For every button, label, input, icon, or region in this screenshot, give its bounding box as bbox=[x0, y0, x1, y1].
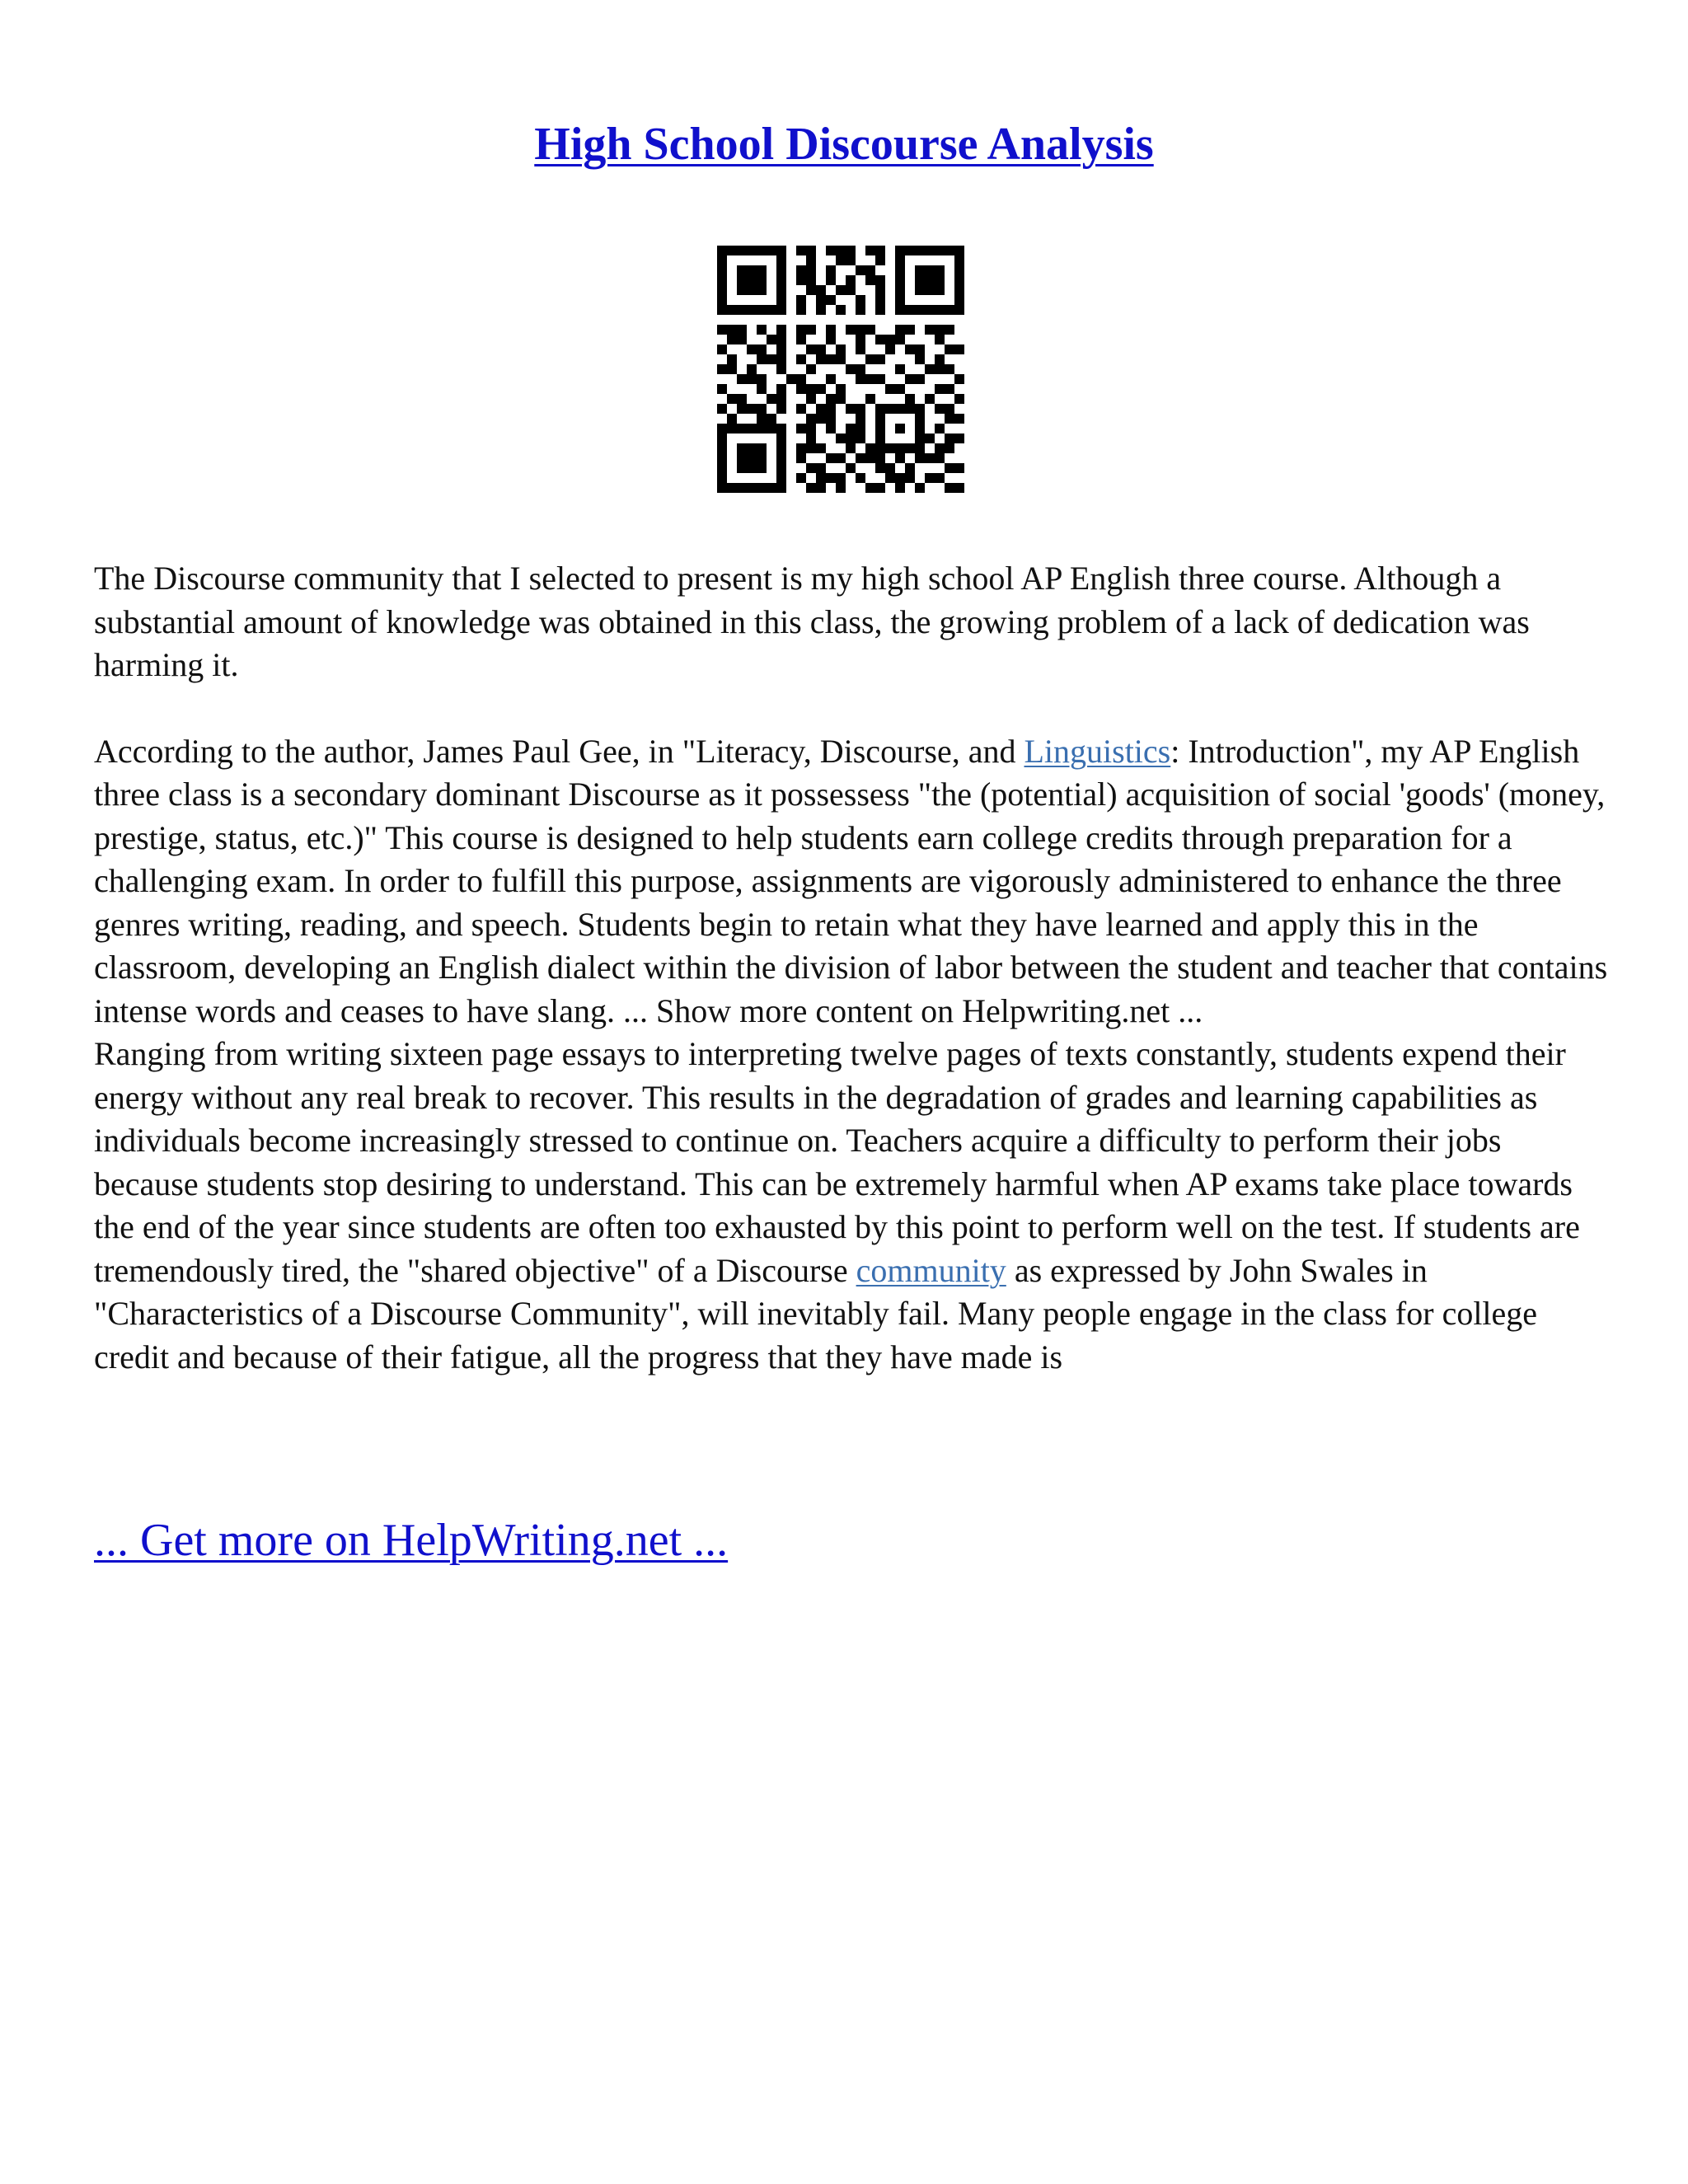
paragraph-gee-text-start: According to the author, James Paul Gee, in "Literacy, Discourse, and bbox=[94, 732, 1025, 770]
title-link[interactable]: High School Discourse Analysis bbox=[534, 119, 1154, 170]
paragraph-swales-text-start: Ranging from writing sixteen page essays to interpreting twelve pages of texts constantly, students expend their energy without any real break to recover. This results in the degradation of grades and learning capabilities as individuals become increasingly stressed to continue on. Teachers acquire a difficulty to perform their jobs because students stop desiring to understand. This can be extremely harmful when AP exams take place towards the end of the year since students are often too exhausted by this point to perform well on the test. If students are tremendously tired, the "shared objective" of a Discourse bbox=[94, 1035, 1580, 1289]
paragraph-swales-text-end: as expressed by John Swales in "Characteristics of a Discourse Community", will inevitably fail. Many people engage in the class for college credit and because of their fatigue, all the progress that they have made is bbox=[94, 1251, 1538, 1376]
linguistics-link[interactable]: Linguistics bbox=[1024, 732, 1171, 770]
page-title bbox=[0, 115, 1688, 173]
paragraph-intro: The Discourse community that I selected to present is my high school AP English three course. Although a substantial amount of knowledge was obtained in this class, the growing problem of a lack of dedication was harming it. bbox=[94, 560, 1530, 683]
paragraph-gee bbox=[94, 730, 1611, 1033]
article-body bbox=[94, 557, 1611, 1379]
qr-code-icon bbox=[717, 246, 964, 493]
get-more-container bbox=[94, 1511, 728, 1569]
paragraph-gee-text-end: : Introduction", my AP English three class is a secondary dominant Discourse as it possessess "the (potential) acquisition of social 'goods' (money, prestige, status, etc.)" This course is designed to help students earn college credits through preparation for a challenging exam. In order to fulfill this purpose, assignments are vigorously administered to enhance the three genres writing, reading, and speech. Students begin to retain what they have learned and apply this in the classroom, developing an English dialect within the division of labor between the student and teacher that contains intense words and ceases to have slang. ... Show more content on Helpwriting.net ... bbox=[94, 732, 1608, 1029]
community-link[interactable]: community bbox=[856, 1251, 1006, 1289]
paragraph-swales bbox=[94, 1033, 1611, 1379]
paragraph-spacer bbox=[94, 687, 1611, 730]
get-more-link[interactable]: ... Get more on HelpWriting.net ... bbox=[94, 1515, 729, 1566]
